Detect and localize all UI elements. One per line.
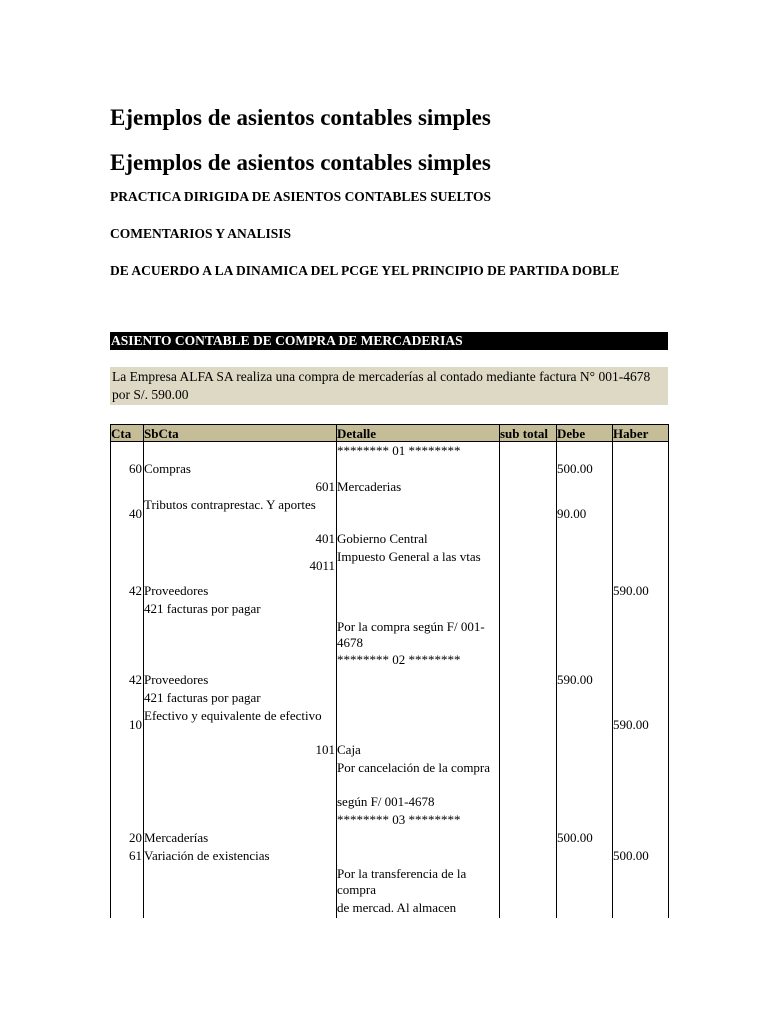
ledger-gridline <box>668 424 669 918</box>
ledger-sbcta: Variación de existencias <box>144 848 270 863</box>
header-haber: Haber <box>613 426 649 441</box>
ledger-gridline <box>612 424 613 918</box>
document-title: Ejemplos de asientos contables simples <box>110 105 491 130</box>
ledger-detalle: Por la transferencia de la compra <box>337 866 467 897</box>
ledger-detalle: según F/ 001-4678 <box>337 794 435 809</box>
document-title-repeat: Ejemplos de asientos contables simples <box>110 150 491 175</box>
ledger-detalle: Por la compra según F/ 001-4678 <box>337 619 485 650</box>
header-cta: Cta <box>111 426 132 441</box>
ledger-sbcta: Efectivo y equivalente de efectivo <box>144 708 322 723</box>
ledger-cta: 61 <box>129 848 142 863</box>
section-banner: ASIENTO CONTABLE DE COMPRA DE MERCADERIAS <box>110 332 668 350</box>
ledger-header-row <box>110 424 669 442</box>
ledger-sbcta: Proveedores <box>144 672 209 687</box>
ledger-cta: 42 <box>129 672 142 687</box>
ledger-detalle: ******** 01 ******** <box>337 443 461 458</box>
ledger-sbcta: Compras <box>144 461 191 476</box>
header-detalle: Detalle <box>337 426 376 441</box>
ledger-haber: 590.00 <box>613 717 649 732</box>
header-debe: Debe <box>557 426 586 441</box>
ledger-subaccount: 601 <box>315 479 335 494</box>
ledger-sbcta: 421 facturas por pagar <box>144 601 261 616</box>
subtitle-dinamica: DE ACUERDO A LA DINAMICA DEL PCGE YEL PRINCIPIO DE PARTIDA DOBLE <box>110 263 620 278</box>
subtitle-practica: PRACTICA DIRIGIDA DE ASIENTOS CONTABLES SUELTOS <box>110 189 492 204</box>
ledger-table <box>110 424 669 918</box>
ledger-detalle: Gobierno Central <box>337 531 428 546</box>
intro-paragraph: La Empresa ALFA SA realiza una compra de mercaderías al contado mediante factura N° 001-4678 por S/. 590.00 <box>110 367 668 405</box>
ledger-cta: 40 <box>129 506 142 521</box>
ledger-debe: 500.00 <box>557 461 593 476</box>
ledger-sbcta: Proveedores <box>144 583 209 598</box>
ledger-subaccount: 4011 <box>309 558 335 573</box>
ledger-debe: 90.00 <box>557 506 587 521</box>
ledger-cta: 10 <box>129 717 142 732</box>
ledger-detalle: Impuesto General a las vtas <box>337 549 481 564</box>
ledger-gridline <box>336 424 337 918</box>
header-subtotal: sub total <box>500 426 549 441</box>
ledger-cta: 20 <box>129 830 142 845</box>
ledger-detalle: ******** 02 ******** <box>337 652 461 667</box>
ledger-gridline <box>499 424 500 918</box>
ledger-subaccount: 101 <box>315 742 335 757</box>
ledger-debe: 500.00 <box>557 830 593 845</box>
ledger-detalle: de mercad. Al almacen <box>337 900 457 915</box>
ledger-subaccount: 401 <box>315 531 335 546</box>
ledger-sbcta: 421 facturas por pagar <box>144 690 261 705</box>
ledger-detalle: ******** 03 ******** <box>337 812 461 827</box>
ledger-cta: 42 <box>129 583 142 598</box>
ledger-detalle: Caja <box>337 742 361 757</box>
ledger-haber: 590.00 <box>613 583 649 598</box>
ledger-sbcta: Mercaderías <box>144 830 209 845</box>
ledger-cta: 60 <box>129 461 142 476</box>
header-sbcta: SbCta <box>144 426 179 441</box>
ledger-detalle: Mercaderias <box>337 479 402 494</box>
ledger-detalle: Por cancelación de la compra <box>337 760 491 775</box>
ledger-haber: 500.00 <box>613 848 649 863</box>
subtitle-comentarios: COMENTARIOS Y ANALISIS <box>110 226 292 241</box>
ledger-sbcta: Tributos contraprestac. Y aportes <box>144 497 316 512</box>
ledger-debe: 590.00 <box>557 672 593 687</box>
